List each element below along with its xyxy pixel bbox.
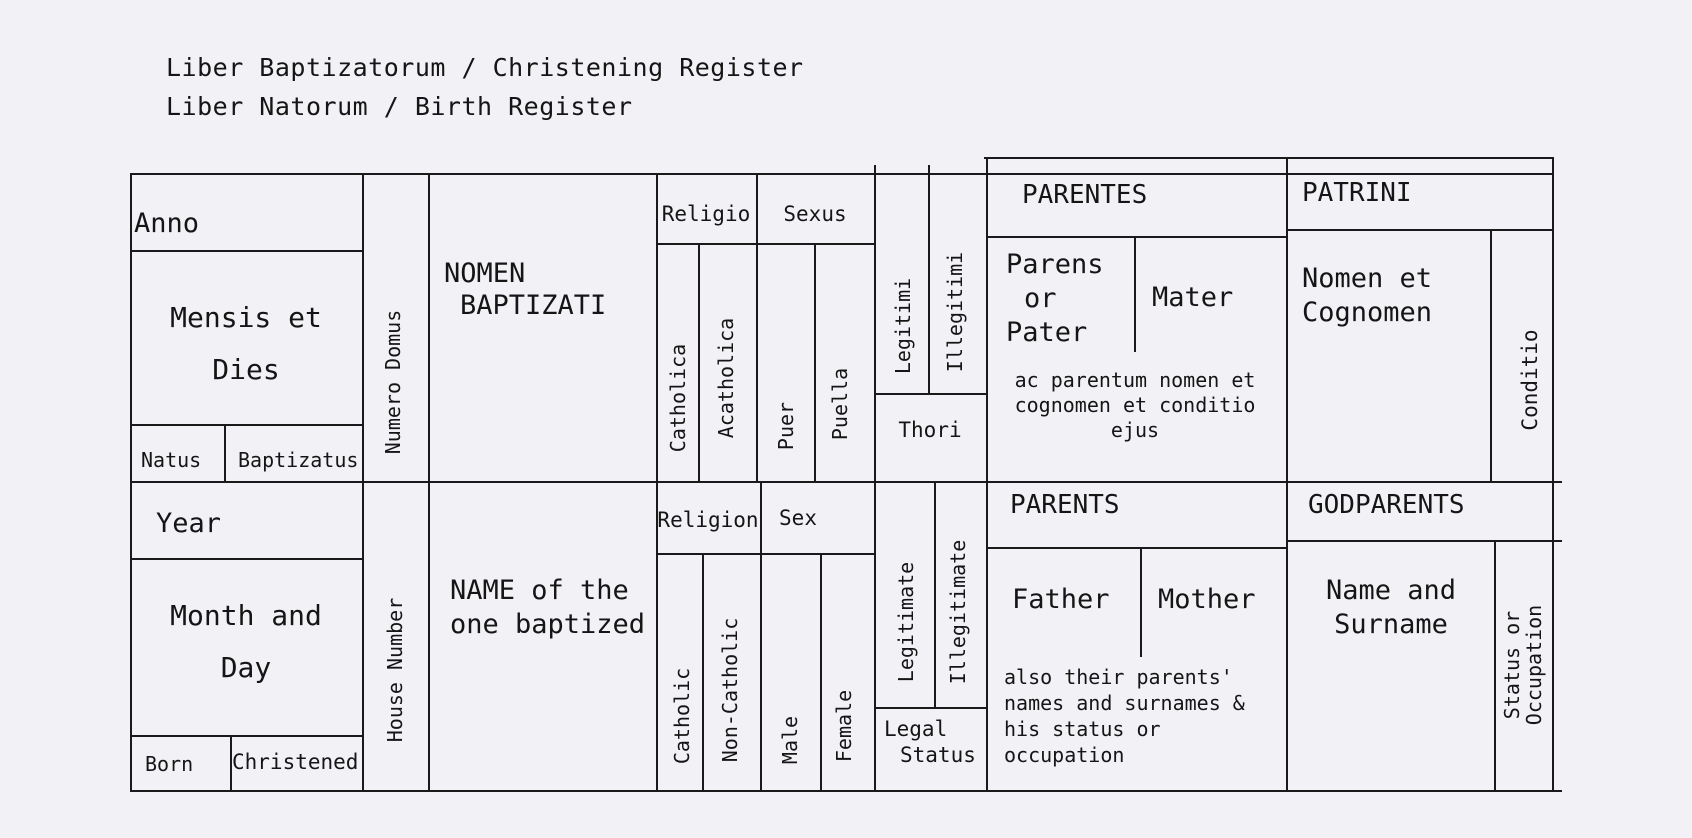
mater-label: Mater <box>1152 282 1234 313</box>
christened-label: Christened <box>232 750 359 774</box>
month-and-day-label: Month and Day <box>170 599 322 684</box>
register-title-birth: Liber Natorum / Birth Register <box>166 92 633 121</box>
legal-status-label: Legal Status <box>884 717 976 767</box>
puer-label: Puer <box>774 401 798 451</box>
natus-label: Natus <box>141 448 202 472</box>
legitimate-label: Legitimate <box>894 561 918 683</box>
father-label: Father <box>1012 584 1110 615</box>
female-label: Female <box>832 689 856 763</box>
name-and-surname-label: Name and Surname <box>1325 575 1457 640</box>
mensis-et-dies-label: Mensis et Dies <box>170 301 322 386</box>
parentes-label: PARENTES <box>1022 180 1148 210</box>
nomen-et-cognomen-label: Nomen et Cognomen <box>1302 263 1433 328</box>
sexus-label: Sexus <box>783 202 847 226</box>
illegitimate-label: Illegitimate <box>946 539 970 685</box>
religion-label: Religion <box>657 508 759 532</box>
parens-or-pater-label: Parens or Pater <box>1006 249 1104 348</box>
register-title-latin: Liber Baptizatorum / Christening Register <box>166 53 804 82</box>
puella-label: Puella <box>828 367 852 441</box>
numero-domus-label: Numero Domus <box>381 309 405 455</box>
conditio-label: Conditio <box>1518 329 1542 431</box>
non-catholic-label: Non-Catholic <box>718 617 742 763</box>
born-label: Born <box>145 752 194 776</box>
patrini-label: PATRINI <box>1302 178 1412 208</box>
religio-label: Religio <box>661 202 751 226</box>
baptizatus-label: Baptizatus <box>238 448 359 472</box>
acatholica-label: Acatholica <box>714 317 738 439</box>
catholica-label: Catholica <box>666 343 690 453</box>
nomen-baptizati-label: NOMEN BAPTIZATI <box>444 258 607 321</box>
name-of-baptized-label: NAME of the one baptized <box>450 575 646 640</box>
anno-label: Anno <box>134 208 200 239</box>
legitimi-label: Legitimi <box>891 277 915 375</box>
sex-label: Sex <box>779 506 817 530</box>
thori-label: Thori <box>898 418 962 442</box>
male-label: Male <box>778 715 802 765</box>
parents-label: PARENTS <box>1010 490 1120 520</box>
parentum-note: ac parentum nomen et cognomen et conditio ejus <box>1014 368 1256 442</box>
parents-note: also their parents' names and surnames & his status or occupation <box>1004 665 1245 767</box>
status-or-occupation-label: Status or Occupation <box>1500 604 1546 726</box>
mother-label: Mother <box>1158 584 1256 615</box>
godparents-label: GODPARENTS <box>1308 490 1465 520</box>
house-number-label: House Number <box>383 597 407 743</box>
year-label: Year <box>156 508 222 539</box>
catholic-label: Catholic <box>670 667 694 765</box>
illegitimi-label: Illegitimi <box>943 251 967 373</box>
